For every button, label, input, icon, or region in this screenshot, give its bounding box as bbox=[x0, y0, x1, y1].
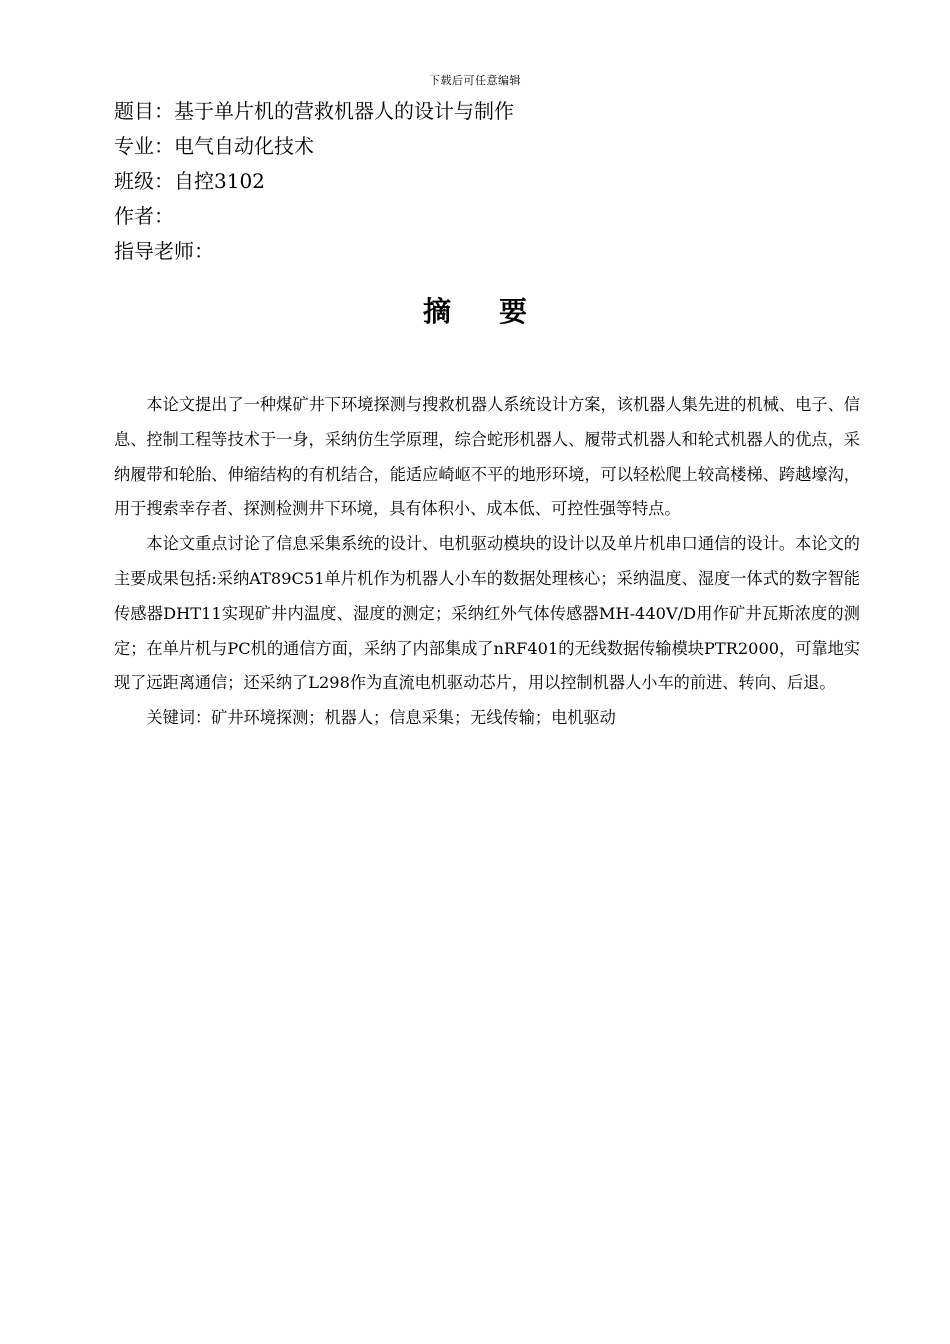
abstract-heading: 摘要 bbox=[422, 295, 575, 328]
abstract-paragraph-1: 本论文提出了一种煤矿井下环境探测与搜救机器人系统设计方案，该机器人集先进的机械、电子、信息、控制工程等技术于一身，采纳仿生学原理，综合蛇形机器人、履带式机器人和轮式机器人的优点，采纳履带和轮胎、伸缩结构的有机结合，能适应崎岖不平的地形环境，可以轻松爬上较高楼梯、跨越壕沟，用于搜索幸存者、探测检测井下环境，具有体积小、成本低、可控性强等特点。 bbox=[114, 395, 860, 519]
abstract-paragraph-2: 本论文重点讨论了信息采集系统的设计、电机驱动模块的设计以及单片机串口通信的设计。本论文的主要成果包括:采纳AT89C51单片机作为机器人小车的数据处理核心；采纳温度、湿度一体式的数字智能传感器DHT11实现矿井内温度、湿度的测定；采纳红外气体传感器MH-440V/D用作矿井瓦斯浓度的测定；在单片机与PC机的通信方面，采纳了内部集成了nRF401的无线数据传输模块PTR2000，可靠地实现了远距离通信；还采纳了L298作为直流电机驱动芯片，用以控制机器人小车的前进、转向、后退。 bbox=[114, 534, 860, 693]
thesis-meta bbox=[114, 94, 834, 269]
thesis-title: 题目：基于单片机的营救机器人的设计与制作 bbox=[114, 99, 514, 123]
thesis-advisor: 指导老师： bbox=[114, 239, 214, 263]
thesis-class: 班级：自控3102 bbox=[114, 169, 265, 193]
thesis-major: 专业：电气自动化技术 bbox=[114, 134, 314, 158]
header-note: 下载后可任意编辑 bbox=[429, 74, 521, 87]
abstract-keywords: 关键词：矿井环境探测；机器人；信息采集；无线传输；电机驱动 bbox=[146, 708, 616, 728]
abstract-body bbox=[114, 388, 860, 736]
thesis-author: 作者： bbox=[114, 204, 174, 228]
